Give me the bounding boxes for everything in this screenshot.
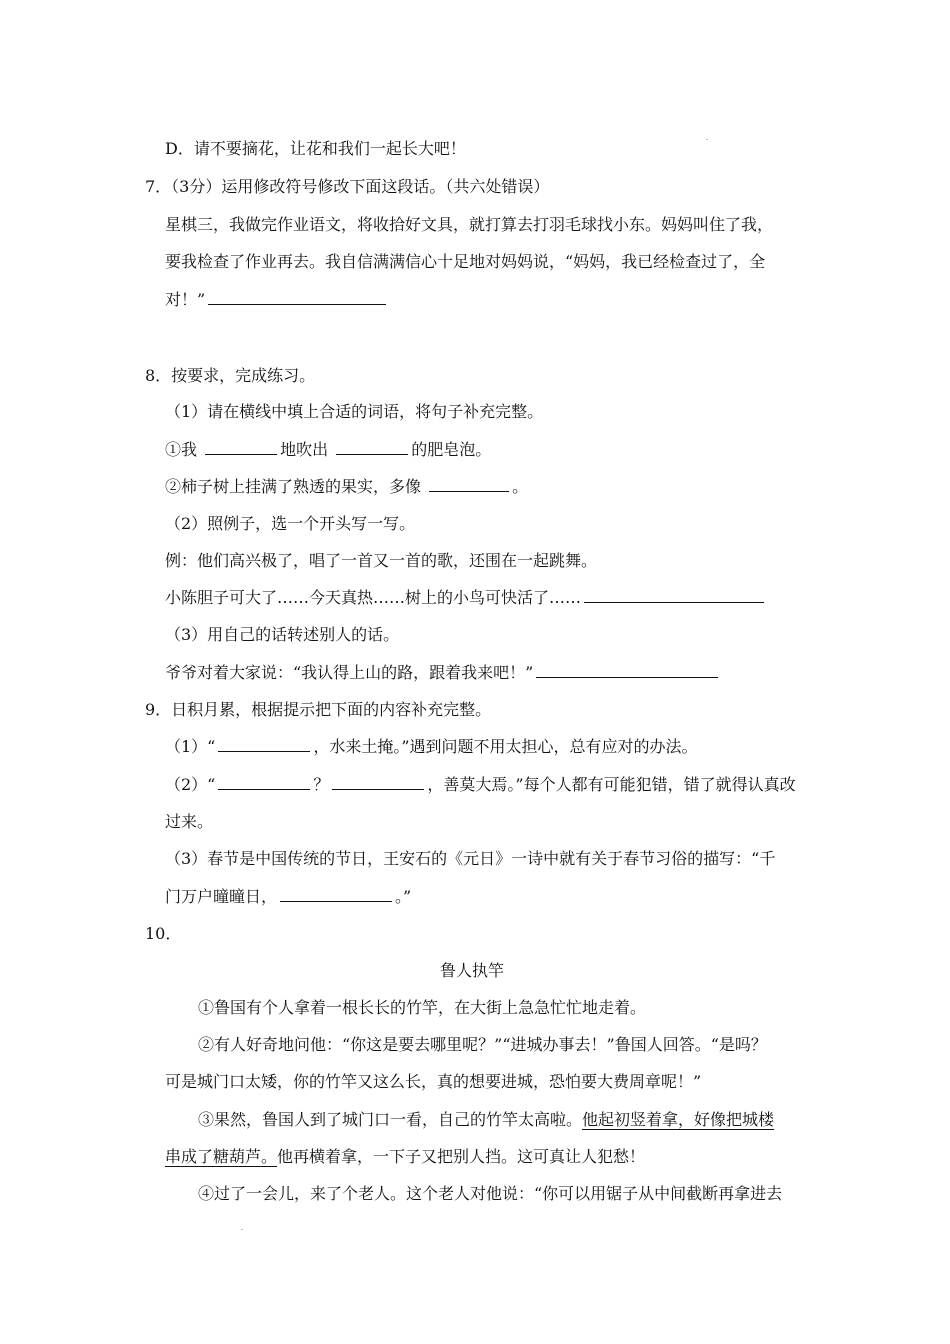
q10-paragraph4: ④过了一会儿，来了个老人。这个老人对他说：“你可以用锯子从中间截断再拿进去 <box>198 1184 783 1203</box>
q8-sub1-item2 <box>165 476 528 498</box>
q8-s3-prompt-text: 爷爷对着大家说：“我认得上山的路，跟着我来吧！” <box>165 663 534 682</box>
q9-sub2-continued: 过来。 <box>165 812 214 831</box>
q10-paragraph2-line2: 可是城门口太矮，你的竹竿又这么长，真的想要进城，恐怕要大费周章呢！” <box>165 1072 702 1091</box>
q8-sub3-prompt <box>165 662 721 684</box>
q8-s1a-blank2[interactable] <box>336 440 408 455</box>
q8-sub3-heading: （3）用自己的话转述别人的话。 <box>165 625 400 644</box>
q10-number: 10． <box>145 924 182 943</box>
q8-s1a-text-mid: 地吹出 <box>280 440 329 459</box>
q7-paragraph-line3 <box>165 289 389 311</box>
q7-paragraph-line2: 要我检查了作业再去。我自信满满信心十足地对妈妈说，“妈妈，我已经检查过了，全 <box>165 252 766 271</box>
q10-p3-underlined-sentence-end: 串成了糖葫芦。 <box>165 1147 278 1166</box>
q9-s2-blank2[interactable] <box>332 775 424 790</box>
q8-s1a-text-pre: ①我 <box>165 440 198 459</box>
q8-s1a-blank1[interactable] <box>205 440 277 455</box>
q9-sub1 <box>165 736 698 758</box>
q9-sub3-line1: （3）春节是中国传统的节日，王安石的《元日》一诗中就有关于春节习俗的描写：“千 <box>165 849 776 868</box>
q9-sub2 <box>165 774 796 796</box>
q8-s3-answer-blank[interactable] <box>536 663 718 678</box>
scan-speck <box>241 1229 243 1230</box>
q8-sub1-heading: （1）请在横线中填上合适的词语，将句子补充完整。 <box>165 402 544 421</box>
q9-s3-text-pre: 门万户曈曈日， <box>165 887 278 906</box>
q8-s1b-text-post: 。 <box>512 477 529 496</box>
q10-p3-text: ③果然，鲁国人到了城门口一看，自己的竹竿太高啦。 <box>198 1110 583 1129</box>
q7-stem: 7．（3分）运用修改符号修改下面这段话。（共六处错误） <box>145 177 550 196</box>
q6-option-d: D．请不要摘花，让花和我们一起长大吧！ <box>165 139 466 158</box>
q9-s1-blank[interactable] <box>218 737 310 752</box>
q10-paragraph3-line2 <box>165 1146 645 1168</box>
q7-paragraph-line1: 星棋三，我做完作业语文，将收拾好文具，就打算去打羽毛球找小东。妈妈叫住了我， <box>165 215 774 234</box>
q8-s2-prompt-text: 小陈胆子可大了……今天真热……树上的小鸟可快活了…… <box>165 588 582 607</box>
q9-s2-blank1[interactable] <box>218 775 310 790</box>
q9-s3-blank[interactable] <box>280 887 392 902</box>
q9-s1-text-post: ，水来土掩。”遇到问题不用太担心，总有应对的办法。 <box>313 737 698 756</box>
q9-s1-text-pre: （1）“ <box>165 737 216 756</box>
q10-paragraph2-line1: ②有人好奇地问他：“你这是要去哪里呢？”“进城办事去！”鲁国人回答。“是吗？ <box>198 1035 767 1054</box>
q10-paragraph1: ①鲁国有个人拿着一根长长的竹竿，在大街上急急忙忙地走着。 <box>198 998 647 1017</box>
scan-speck <box>706 139 708 140</box>
q9-s2-text-mid: ？ <box>313 775 330 794</box>
q7-answer-blank[interactable] <box>208 290 386 305</box>
q10-p3-text-end: 他再横着拿，一下子又把别人挡。这可真让人犯愁！ <box>277 1147 646 1166</box>
q8-s1b-text-pre: ②柿子树上挂满了熟透的果实，多像 <box>165 477 422 496</box>
q7-text: 对！” <box>165 290 206 309</box>
q10-passage-title: 鲁人执竿 <box>440 961 505 980</box>
q9-s2-text-post: ，善莫大焉。”每个人都有可能犯错，错了就得认真改 <box>427 775 796 794</box>
q8-s2-answer-blank[interactable] <box>584 588 764 603</box>
q8-sub2-prompt <box>165 587 767 609</box>
q8-stem: 8．按要求，完成练习。 <box>145 366 316 385</box>
q10-paragraph3-line1 <box>198 1109 774 1131</box>
q9-stem: 9．日积月累，根据提示把下面的内容补充完整。 <box>145 700 492 719</box>
q10-p3-underlined-sentence: 他起初竖着拿，好像把城楼 <box>582 1110 775 1129</box>
q8-sub2-heading: （2）照例子，选一个开头写一写。 <box>165 514 416 533</box>
q9-sub3-line2 <box>165 886 411 908</box>
q8-s1a-text-post: 的肥皂泡。 <box>411 440 492 459</box>
q9-s3-text-post: 。” <box>395 887 412 906</box>
q8-sub1-item1 <box>165 439 491 461</box>
q8-sub2-example: 例：他们高兴极了，唱了一首又一首的歌，还围在一起跳舞。 <box>165 551 598 570</box>
q9-s2-text-pre: （2）“ <box>165 775 216 794</box>
q8-s1b-blank[interactable] <box>429 477 509 492</box>
